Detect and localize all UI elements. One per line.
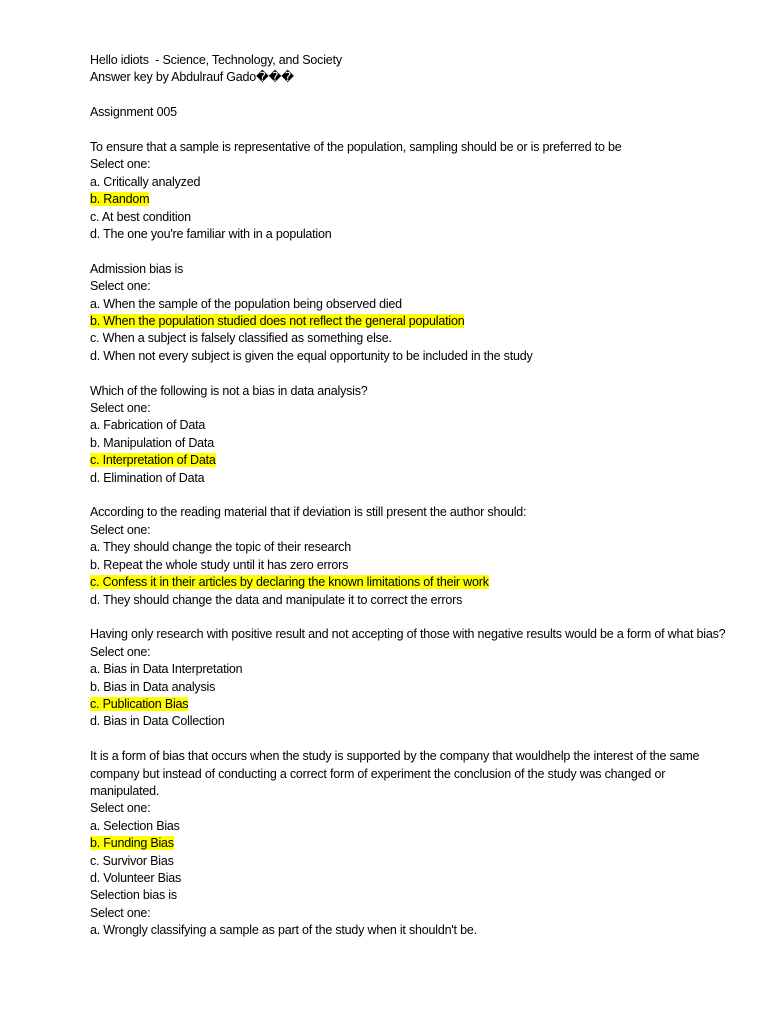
select-one-label: Select one: xyxy=(90,157,151,172)
answer-option: a. Selection Bias xyxy=(90,818,180,833)
answer-option: d. The one you're familiar with in a population xyxy=(90,227,332,242)
question-text: Which of the following is not a bias in data analysis? xyxy=(90,383,368,398)
answer-option: d. When not every subject is given the equal opportunity to be included in the study xyxy=(90,348,533,363)
correct-answer-option xyxy=(90,574,730,591)
answer-highlight: b. Random xyxy=(90,192,150,207)
spacer xyxy=(90,87,730,104)
question-block xyxy=(90,139,730,261)
answer-option: b. Bias in Data analysis xyxy=(90,679,216,694)
answer-highlight: b. When the population studied does not reflect the general population xyxy=(90,314,465,329)
select-one-label: Select one: xyxy=(90,801,151,816)
select-one-label: Select one: xyxy=(90,279,151,294)
answer-option: d. They should change the data and manipulate it to correct the errors xyxy=(90,592,463,607)
answer-option: b. Manipulation of Data xyxy=(90,435,214,450)
answer-highlight: b. Funding Bias xyxy=(90,836,174,851)
answer-option: a. Wrongly classifying a sample as part of the study when it shouldn't be. xyxy=(90,923,477,938)
question-block xyxy=(90,504,730,626)
answer-option: d. Elimination of Data xyxy=(90,470,205,485)
question-text: To ensure that a sample is representative of the population, sampling should be or is preferred to be xyxy=(90,140,622,154)
document-author: Answer key by Abdulrauf Gado��� xyxy=(90,70,294,85)
answer-highlight: c. Confess it in their articles by declaring the known limitations of their work xyxy=(90,575,489,590)
question-text: It is a form of bias that occurs when the study is supported by the company that wouldhelp the interest of the same company but instead of conducting a correct form of experiment the conclusion of the study was changed or manipulated. xyxy=(90,749,700,798)
question-text: Having only research with positive result and not accepting of those with negative results would be a form of what bias? xyxy=(90,627,726,642)
answer-option: d. Bias in Data Collection xyxy=(90,714,225,729)
assignment-label: Assignment 005 xyxy=(90,105,177,120)
answer-key-document xyxy=(90,52,730,940)
spacer xyxy=(90,243,730,260)
spacer xyxy=(90,609,730,626)
spacer xyxy=(90,365,730,382)
select-one-label: Select one: xyxy=(90,522,151,537)
answer-option: a. Bias in Data Interpretation xyxy=(90,662,243,677)
answer-option: a. When the sample of the population being observed died xyxy=(90,296,402,311)
answer-option: d. Volunteer Bias xyxy=(90,870,182,885)
correct-answer-option xyxy=(90,835,730,852)
question-text: Admission bias is xyxy=(90,261,184,276)
answer-option: c. Survivor Bias xyxy=(90,853,174,868)
spacer xyxy=(90,487,730,504)
correct-answer-option xyxy=(90,313,730,330)
question-text: Selection bias is xyxy=(90,888,177,903)
question-block xyxy=(90,383,730,505)
question-text: According to the reading material that if deviation is still present the author should: xyxy=(90,505,527,520)
question-block xyxy=(90,626,730,748)
answer-option: a. Fabrication of Data xyxy=(90,418,206,433)
spacer xyxy=(90,122,730,139)
answer-option: a. Critically analyzed xyxy=(90,174,201,189)
correct-answer-option xyxy=(90,452,730,469)
answer-highlight: c. Interpretation of Data xyxy=(90,453,216,468)
answer-option: a. They should change the topic of their research xyxy=(90,540,351,555)
question-list xyxy=(90,139,730,887)
answer-option: b. Repeat the whole study until it has zero errors xyxy=(90,557,349,572)
question-block xyxy=(90,748,730,887)
document-title: Hello idiots - Science, Technology, and Society xyxy=(90,53,342,67)
spacer xyxy=(90,731,730,748)
correct-answer-option xyxy=(90,191,730,208)
trailing-question-block xyxy=(90,887,730,939)
select-one-label: Select one: xyxy=(90,905,151,920)
answer-option: c. At best condition xyxy=(90,209,191,224)
select-one-label: Select one: xyxy=(90,644,151,659)
select-one-label: Select one: xyxy=(90,401,151,416)
question-block xyxy=(90,261,730,383)
answer-option: c. When a subject is falsely classified as something else. xyxy=(90,331,392,346)
correct-answer-option xyxy=(90,696,730,713)
answer-highlight: c. Publication Bias xyxy=(90,696,189,711)
